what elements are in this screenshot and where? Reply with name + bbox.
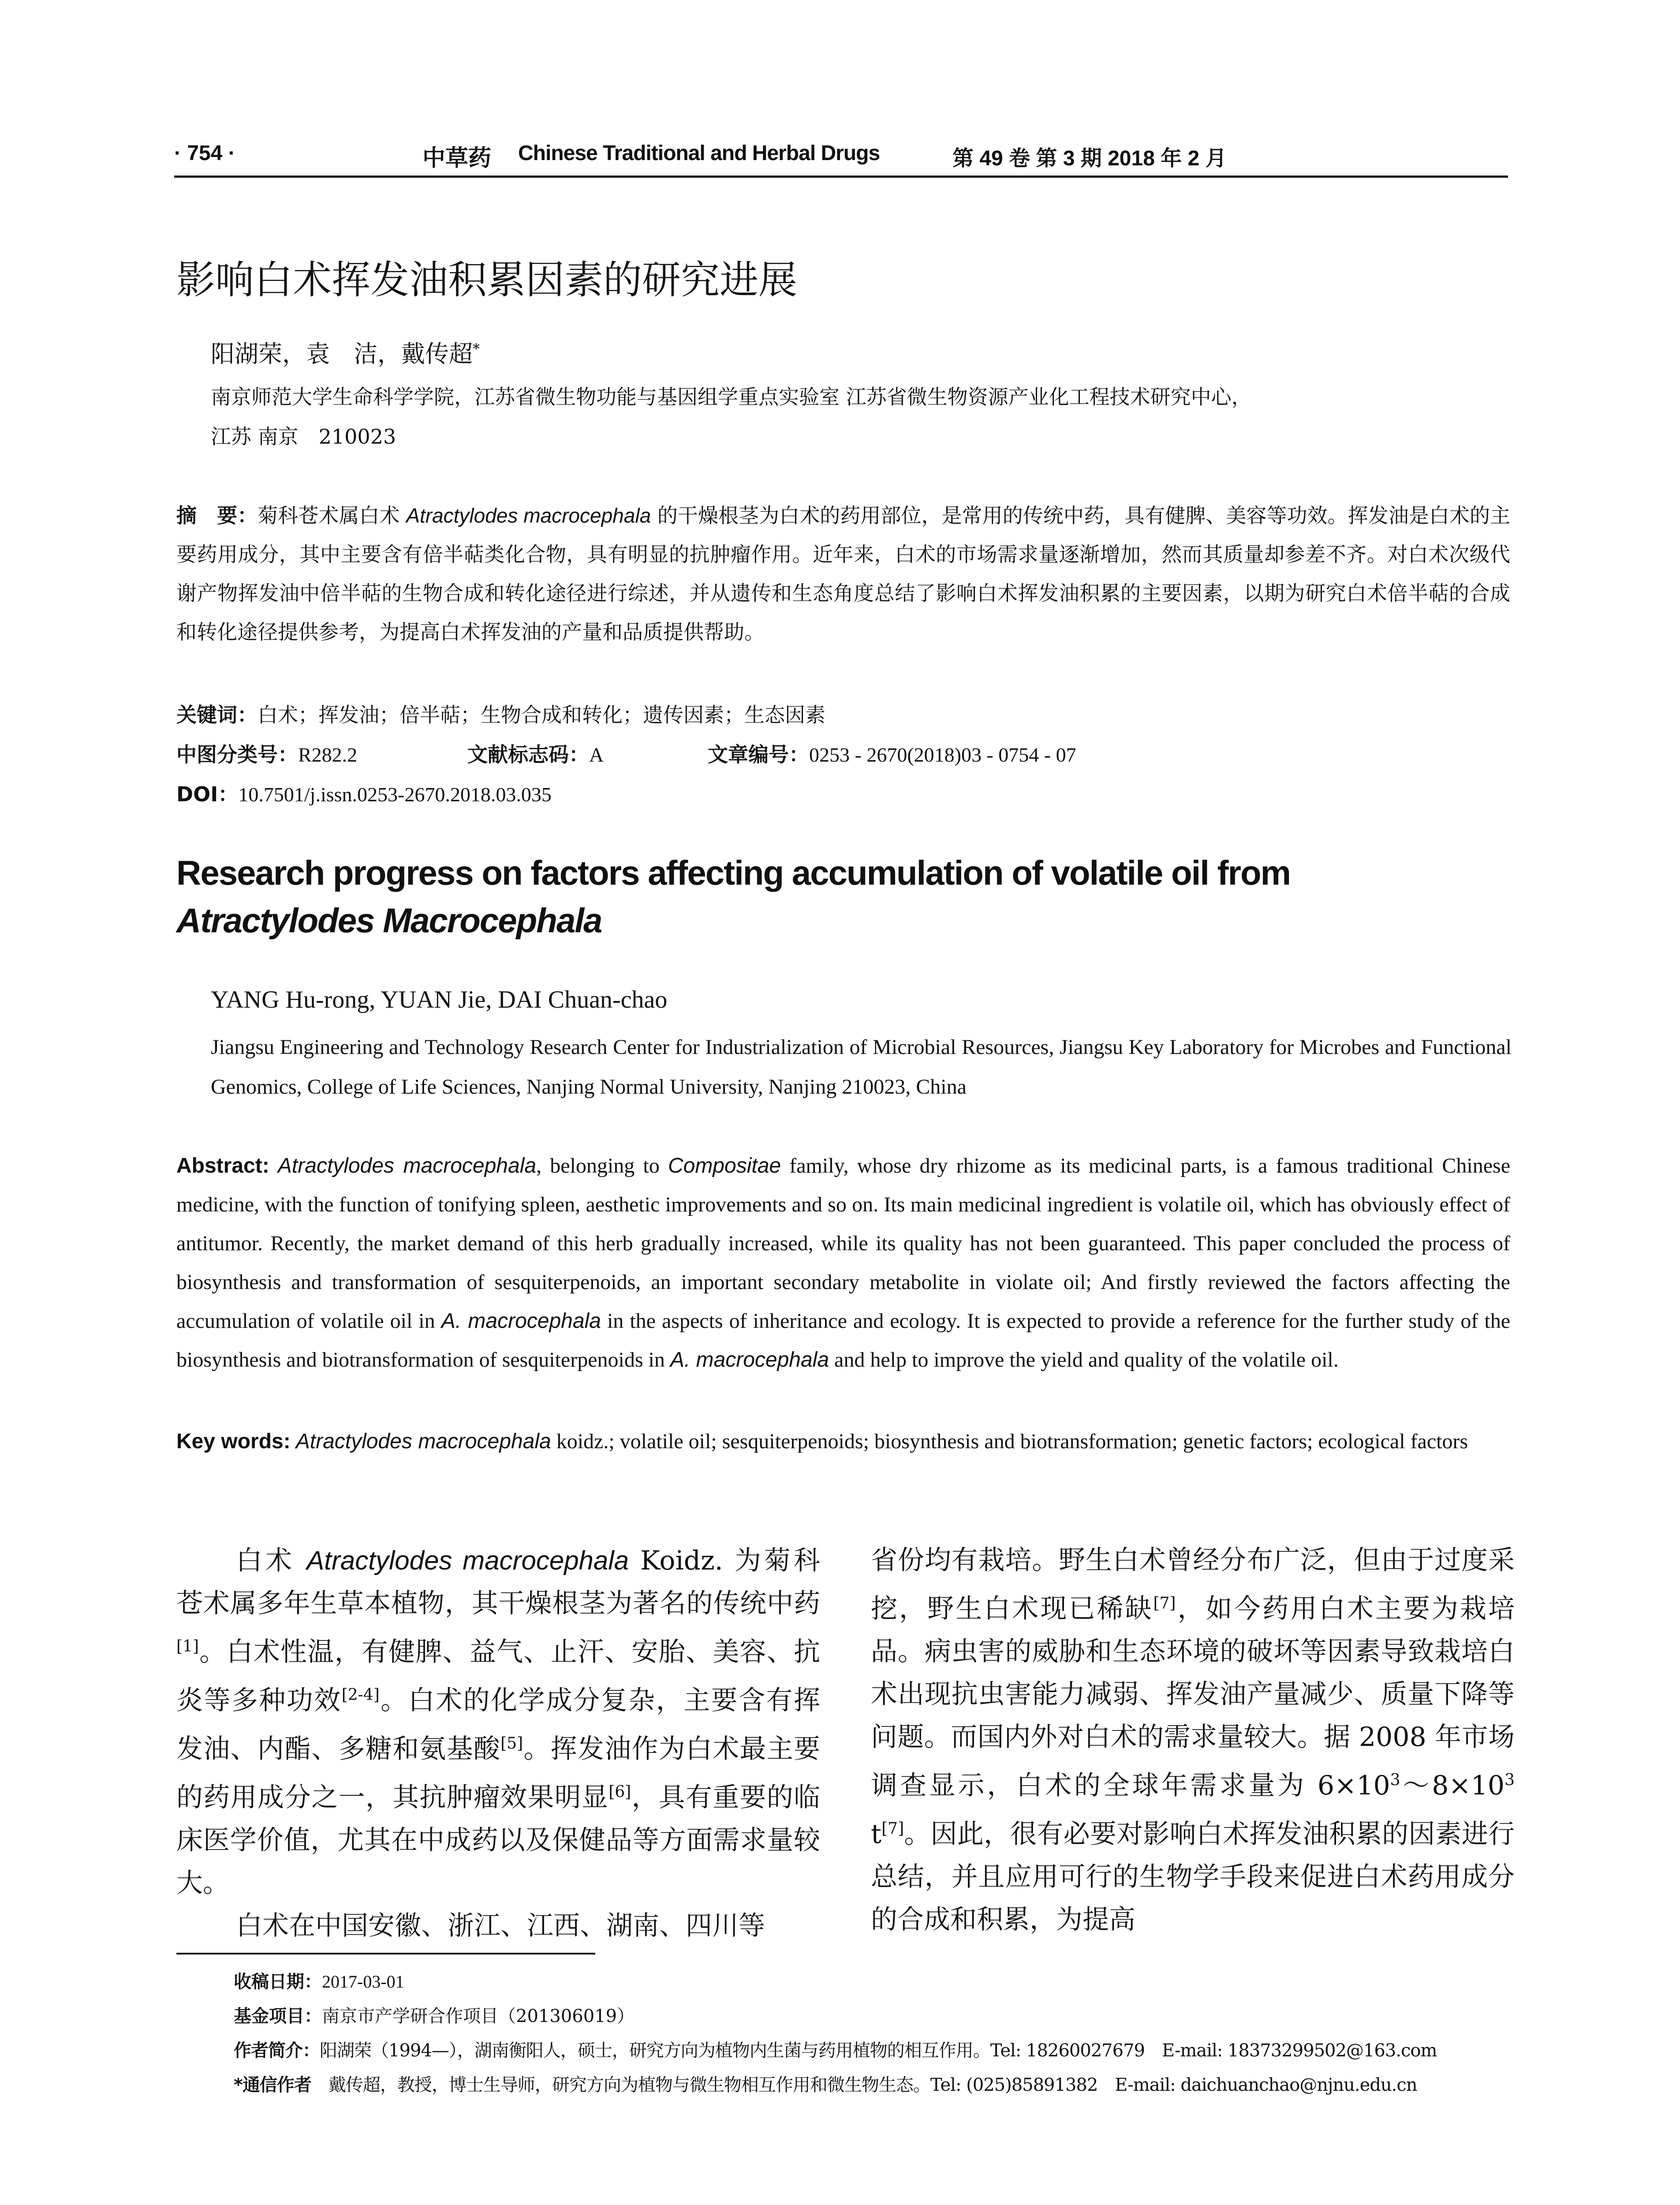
- en-keywords-label: Key words:: [176, 1430, 291, 1453]
- doi: [176, 778, 552, 807]
- citation[interactable]: [1]: [176, 1637, 199, 1656]
- journal-logo: 中草药: [422, 145, 492, 172]
- footnote-text: 阳湖荣（1994—），湖南衡阳人，硕士，研究方向为植物内生菌与药用植物的相互作用。Tel: 18260027679 E-mail: 18373299502@163.com: [320, 2041, 1437, 2061]
- en-abstract-label: Abstract:: [176, 1154, 269, 1177]
- cn-abstract: [176, 496, 1510, 651]
- en-abstract: [176, 1147, 1510, 1379]
- body-text: 白术: [236, 1545, 307, 1576]
- species-abbrev: A. macrocephala: [670, 1348, 829, 1372]
- doi-value[interactable]: 10.7501/j.issn.0253-2670.2018.03.035: [238, 783, 552, 806]
- citation[interactable]: [7]: [881, 1820, 904, 1838]
- en-title: [176, 849, 1499, 944]
- species-name: Atractylodes macrocephala: [277, 1154, 537, 1177]
- doc-code-label: 文献标志码：: [467, 743, 589, 766]
- article-no-label: 文章编号：: [708, 743, 809, 766]
- species-name: Atractylodes macrocephala: [306, 1546, 629, 1575]
- body-paragraph: [176, 1539, 820, 1905]
- cn-affiliation-line: 江苏 南京 210023: [211, 425, 396, 448]
- corresponding-mark: *: [473, 340, 480, 357]
- en-abstract-text: family, whose dry rhizome as its medicinal parts, is a famous traditional Chinese medicine, with the function of tonifying spleen, aesthetic improvements and so on. Its main medicinal ingredient is volatile oil, which has obviously effect of antitumor. Recently, the market demand of this herb gradually increased, while its quality has not been guaranteed. This paper concluded the process of biosynthesis and transformation of sesquiterpenoids, an important secondary metabolite in violate oil; And firstly reviewed the factors affecting the accumulation of volatile oil in: [176, 1154, 1511, 1333]
- family-name: Compositae: [668, 1154, 781, 1177]
- footnote-corresponding: [234, 2068, 1512, 2102]
- cn-abstract-text: 菊科苍术属白术: [258, 504, 407, 527]
- citation[interactable]: [5]: [500, 1734, 523, 1753]
- body-text: ，如今药用白术主要为栽培品。病虫害的威胁和生态环境的破坏等因素导致栽培白术出现抗虫害能力减弱、挥发油产量减少、质量下降等问题。而国内外对白术的需求量较大。据 2008 年市场调查显示，白术的全球年需求量为 6×10: [871, 1593, 1515, 1801]
- cn-affiliation: [211, 377, 1516, 456]
- citation[interactable]: [7]: [1153, 1594, 1176, 1612]
- body-text: Koidz. 为菊科苍术属多年生草本植物，其干燥根茎为著名的传统中药: [176, 1545, 820, 1619]
- doi-label: DOI：: [176, 782, 239, 806]
- footnote-author: [234, 2033, 1512, 2068]
- body-text: 。挥发油作为白术最主要的药用成分之一，其抗肿瘤效果明显: [176, 1734, 821, 1813]
- footnote-label: 收稿日期：: [234, 1972, 322, 1992]
- cn-authors: [211, 335, 480, 369]
- cn-abstract-text: 的干燥根茎为白术的药用部位，是常用的传统中药，具有健脾、美容等功效。挥发油是白术的主要药用成分，其中主要含有倍半萜类化合物，具有明显的抗肿瘤作用。近年来，白术的市场需求量逐渐增加，然而其质量却参差不齐。对白术次级代谢产物挥发油中倍半萜的生物合成和转化途径进行综述，并从遗传和生态角度总结了影响白术挥发油积累的主要因素，以期为研究白术倍半萜的合成和转化途径提供参考，为提高白术挥发油的产量和品质提供帮助。: [176, 504, 1510, 644]
- en-abstract-text: in the aspects of inheritance and ecology. It is expected to provide a reference for the further study of the biosynthesis and biotransformation of sesquiterpenoids in: [176, 1309, 1511, 1372]
- footnote-label: 基金项目：: [234, 2006, 322, 2026]
- body-paragraph: 白术在中国安徽、浙江、江西、湖南、四川等: [236, 1910, 765, 1941]
- footnote-fund: [234, 1999, 1512, 2033]
- en-title-line: Research progress on factors affecting accumulation of volatile oil from: [176, 853, 1290, 892]
- species-name: Atractylodes macrocephala: [295, 1430, 551, 1453]
- cn-title: 影响白术挥发油积累因素的研究进展: [176, 257, 798, 303]
- cn-author-names: 阳湖荣，袁 洁，戴传超: [211, 340, 473, 368]
- clc-label: 中图分类号：: [176, 743, 298, 766]
- body-text: ～8×10: [1400, 1770, 1505, 1801]
- body-text: ，具有重要的临床医学价值，尤其在中成药以及保健品等方面需求量较大。: [176, 1782, 821, 1899]
- cn-affiliation-line: 南京师范大学生命科学学院，江苏省微生物功能与基因组学重点实验室 江苏省微生物资源产业化工程技术研究中心，: [211, 385, 1252, 409]
- footnote-label: *通信作者: [234, 2075, 311, 2095]
- exponent: 3: [1390, 1771, 1400, 1789]
- footnote-text: 戴传超，教授，博士生导师，研究方向为植物与微生物相互作用和微生物生态。Tel: (025)85891382 E-mail: daichuanchao@njnu.edu.cn: [311, 2075, 1417, 2095]
- cn-keywords-text: 白术；挥发油；倍半萜；生物合成和转化；遗传因素；生态因素: [258, 703, 825, 727]
- body-column-right: [871, 1539, 1515, 1941]
- footnote-text: 2017-03-01: [322, 1972, 404, 1992]
- footnotes: [234, 1965, 1512, 2102]
- species-abbrev: A. macrocephala: [441, 1309, 601, 1333]
- volume-issue: 第 49 卷 第 3 期 2018 年 2 月: [952, 147, 1227, 170]
- doc-code-value: A: [589, 744, 604, 766]
- en-authors: YANG Hu-rong, YUAN Jie, DAI Chuan-chao: [211, 986, 668, 1013]
- journal-name: Chinese Traditional and Herbal Drugs: [518, 142, 880, 165]
- body-text: 。白术性温，有健脾、益气、止汗、安胎、美容、抗炎等多种功效: [176, 1637, 820, 1716]
- clc-value: R282.2: [298, 744, 358, 766]
- cn-classification: [176, 739, 1076, 768]
- en-title-line: Atractylodes Macrocephala: [176, 901, 602, 940]
- citation[interactable]: [2-4]: [341, 1686, 380, 1704]
- body-text: 省份均有栽培。野生白术曾经分布广泛，但由于过度采挖，野生白术现已稀缺: [871, 1545, 1515, 1624]
- exponent: 3: [1505, 1771, 1515, 1789]
- body-text: 。白术的化学成分复杂，主要含有挥发油、内酯、多糖和氨基酸: [176, 1685, 821, 1764]
- species-name: Atractylodes macrocephala: [406, 504, 651, 527]
- cn-keywords: [176, 699, 825, 728]
- body-text: t: [871, 1819, 882, 1850]
- cn-keywords-label: 关键词：: [176, 703, 258, 727]
- header-rule: [174, 176, 1508, 178]
- footnote-label: 作者简介：: [234, 2041, 320, 2061]
- body-paragraph: [871, 1539, 1515, 1941]
- citation[interactable]: [6]: [609, 1783, 631, 1801]
- body-column-left: [176, 1539, 820, 1947]
- page-number: · 754 ·: [174, 142, 235, 165]
- en-keywords-text: koidz.; volatile oil; sesquiterpenoids; biosynthesis and biotransformation; genetic factors; ecological factors: [551, 1430, 1468, 1453]
- article-no-value: 0253 - 2670(2018)03 - 0754 - 07: [809, 744, 1076, 766]
- en-affiliation: Jiangsu Engineering and Technology Research Center for Industrialization of Microbial Resources, Jiangsu Key Laboratory for Microbes and Functional Genomics, College of Life Sciences, Nanjing Normal University, Nanjing 210023, China: [211, 1035, 1512, 1099]
- cn-abstract-label: 摘 要：: [176, 504, 258, 527]
- en-abstract-text: , belonging to: [536, 1154, 668, 1177]
- footnote-text: 南京市产学研合作项目（201306019）: [322, 2006, 635, 2026]
- en-keywords: [176, 1422, 1510, 1461]
- footnote-received: [234, 1965, 1512, 1999]
- en-abstract-text: and help to improve the yield and quality of the volatile oil.: [829, 1348, 1339, 1372]
- footnote-rule: [176, 1953, 595, 1955]
- body-text: 。因此，很有必要对影响白术挥发油积累的因素进行总结，并且应用可行的生物学手段来促进白术药用成分的合成和积累，为提高: [871, 1819, 1515, 1935]
